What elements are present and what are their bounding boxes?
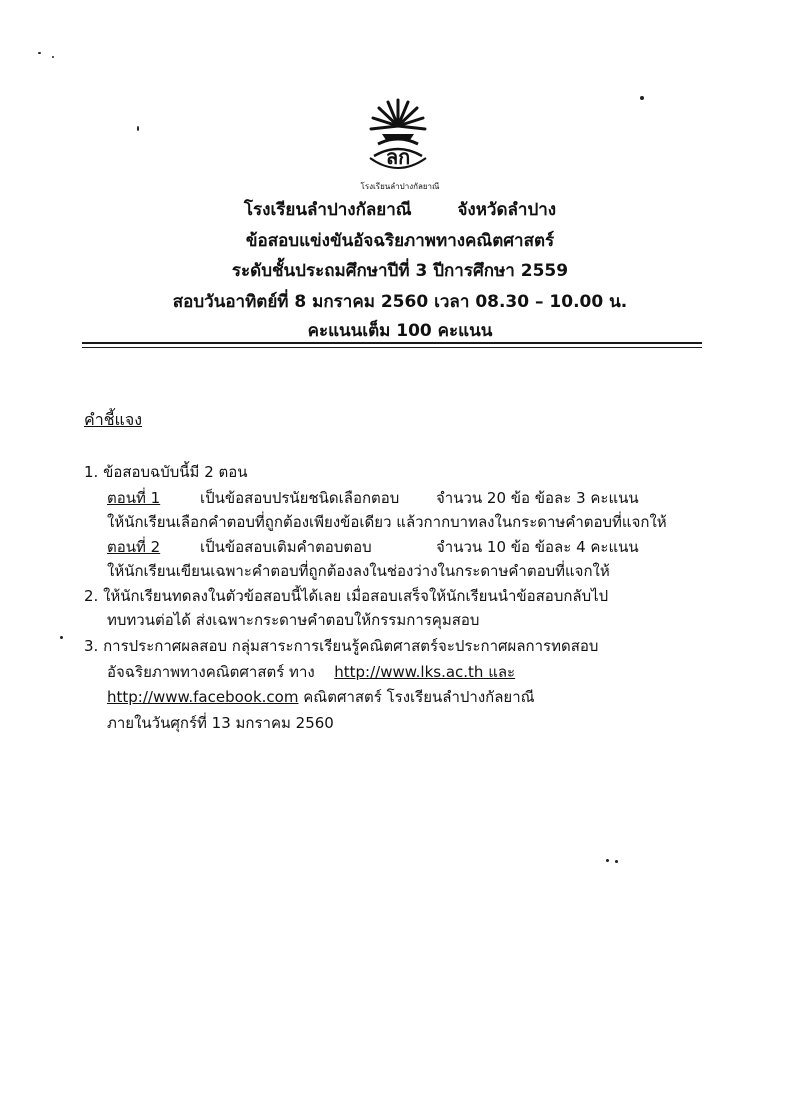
item1-text: 1. ข้อสอบฉบับนี้มี 2 ตอน	[84, 463, 248, 481]
part2-type: เป็นข้อสอบเติมคำตอบตอบ	[200, 538, 372, 556]
school-header	[0, 196, 800, 223]
item3-line2-prefix: อัจฉริยภาพทางคณิตศาสตร์ ทาง	[107, 663, 315, 681]
facebook-link[interactable]: http://www.facebook.com	[107, 688, 299, 706]
exam-schedule: สอบวันอาทิตย์ที่ 8 มกราคม 2560 เวลา 08.30 – 10.00 น.	[172, 292, 628, 312]
part1-label: ตอนที่ 1	[107, 489, 161, 507]
item3-line1: 3. การประกาศผลสอบ กลุ่มสาระการเรียนรู้คณิตศาสตร์จะประกาศผลการทดสอบ	[84, 637, 599, 655]
svg-text:ลก: ลก	[385, 145, 411, 169]
scan-speck	[640, 96, 644, 100]
item3-line3-suffix: คณิตศาสตร์ โรงเรียนลำปางกัลยาณี	[303, 688, 535, 706]
lks-website-link[interactable]: http://www.lks.ac.th และ	[334, 663, 516, 681]
header-divider-thin	[82, 347, 702, 348]
exam-title: ข้อสอบแข่งขันอัจฉริยภาพทางคณิตศาสตร์	[245, 231, 555, 251]
item3-line3	[107, 685, 535, 709]
scan-speck	[615, 860, 618, 863]
item2-line2: ทบทวนต่อได้ ส่งเฉพาะกระดาษคำตอบให้กรรมการคุมสอบ	[107, 611, 480, 629]
scan-speck	[52, 56, 54, 58]
item3-line4: ภายในวันศุกร์ที่ 13 มกราคม 2560	[107, 714, 334, 732]
part1-description: ให้นักเรียนเลือกคำตอบที่ถูกต้องเพียงข้อเดียว แล้วกากบาทลงในกระดาษคำตอบที่แจกให้	[107, 513, 667, 531]
item2-line1: 2. ให้นักเรียนทดลงในตัวข้อสอบนี้ได้เลย เมื่อสอบเสร็จให้นักเรียนนำข้อสอบกลับไป	[84, 587, 609, 605]
scan-speck	[606, 859, 609, 862]
logo-caption: โรงเรียนลำปางกัลยาณี	[360, 182, 440, 191]
full-score: คะแนนเต็ม 100 คะแนน	[307, 321, 493, 341]
exam-level: ระดับชั้นประถมศึกษาปีที่ 3 ปีการศึกษา 2559	[231, 261, 569, 281]
part1-count: จำนวน 20 ข้อ ข้อละ 3 คะแนน	[436, 489, 639, 507]
scan-speck	[60, 636, 63, 639]
scan-speck	[38, 52, 41, 54]
part2-count: จำนวน 10 ข้อ ข้อละ 4 คะแนน	[436, 538, 639, 556]
part2-label: ตอนที่ 2	[107, 538, 161, 556]
header-divider	[82, 342, 702, 344]
province-name: จังหวัดลำปาง	[457, 200, 557, 220]
part1-type: เป็นข้อสอบปรนัยชนิดเลือกตอบ	[200, 489, 400, 507]
school-name: โรงเรียนลำปางกัลยาณี	[243, 200, 412, 220]
part2-description: ให้นักเรียนเขียนเฉพาะคำตอบที่ถูกต้องลงในช่องว่างในกระดาษคำตอบที่แจกให้	[107, 562, 610, 580]
scan-speck	[137, 126, 139, 131]
school-logo	[364, 96, 432, 176]
instructions-heading: คำชี้แจง	[84, 410, 143, 429]
item3-line2	[107, 660, 515, 684]
